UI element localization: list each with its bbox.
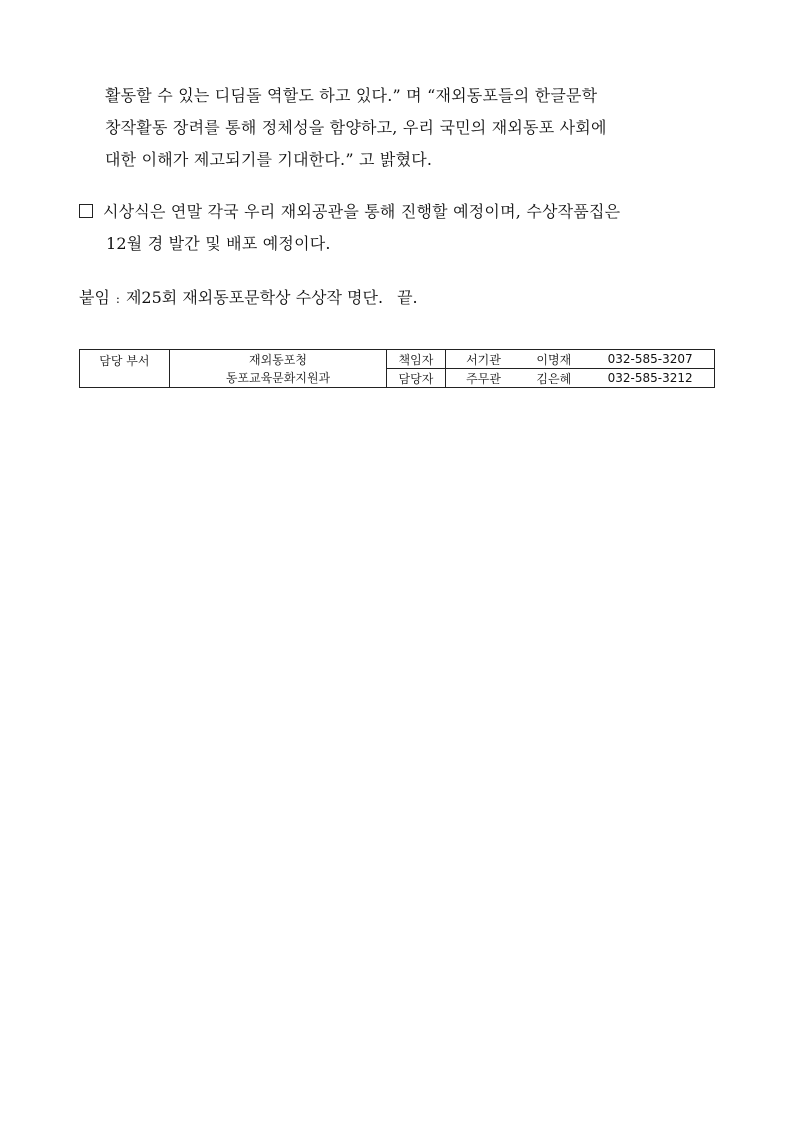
name-cell: 이명재	[521, 350, 586, 369]
phone-cell: 032-585-3207	[586, 350, 714, 369]
quote-line-2: 창작활동 장려를 통해 정체성을 함양하고, 우리 국민의 재외동포 사회에	[105, 118, 607, 137]
table-row	[80, 369, 715, 388]
role-cell: 책임자	[387, 350, 445, 369]
phone-cell: 032-585-3212	[586, 369, 714, 388]
attachment-line	[79, 282, 418, 315]
attachment-separator: :	[115, 292, 120, 306]
dept-name-line-2: 동포교육문화지원과	[169, 369, 386, 388]
ceremony-line-1-text: 시상식은 연말 각국 우리 재외공관을 통해 진행할 예정이며, 수상작품집은	[103, 202, 621, 221]
ceremony-paragraph	[79, 196, 620, 260]
quote-paragraph	[105, 80, 607, 176]
contact-table	[79, 349, 715, 388]
quote-line-3: 대한 이해가 제고되기를 기대한다.” 고 밝혔다.	[105, 150, 433, 169]
attachment-label: 붙임	[79, 288, 110, 307]
title-cell: 주무관	[445, 369, 521, 388]
dept-label-cell: 담당 부서	[80, 350, 170, 388]
title-cell: 서기관	[445, 350, 521, 369]
quote-line-1: 활동할 수 있는 디딤돌 역할도 하고 있다.” 며 “재외동포들의 한글문학	[105, 86, 598, 105]
role-cell: 담당자	[387, 369, 445, 388]
checkbox-bullet-icon	[79, 204, 93, 218]
dept-name-line-1: 재외동포청	[169, 350, 386, 369]
end-mark: 끝.	[397, 288, 418, 307]
name-cell: 김은혜	[521, 369, 586, 388]
attachment-text: 제25회 재외동포문학상 수상작 명단.	[125, 288, 384, 307]
table-row	[80, 350, 715, 369]
ceremony-line-1	[79, 196, 620, 228]
ceremony-line-2: 12월 경 발간 및 배포 예정이다.	[106, 234, 331, 253]
